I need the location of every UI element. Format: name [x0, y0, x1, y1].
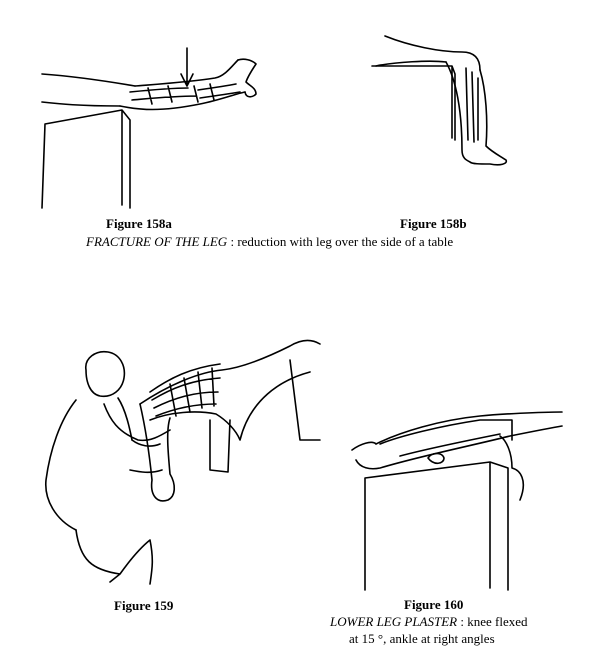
figure-160-description-line2: at 15 °, ankle at right angles	[349, 631, 495, 646]
hands-159	[130, 440, 162, 472]
bandage-158b	[466, 68, 478, 142]
knee-160	[500, 436, 523, 500]
operator-head	[86, 352, 125, 397]
foot-158a	[238, 59, 256, 97]
figure-159-drawing	[46, 340, 320, 584]
operator-body	[46, 398, 170, 530]
lower-leg-158a	[120, 60, 245, 110]
figure-158-desc-title: FRACTURE OF THE LEG	[86, 234, 228, 249]
table-158a	[42, 110, 130, 208]
figure-160-desc-title: LOWER LEG PLASTER	[330, 614, 458, 629]
figure-158b-drawing	[372, 36, 506, 165]
patient-lower-leg	[140, 404, 174, 501]
thigh-158a	[42, 74, 135, 106]
figure-158-desc-text: : reduction with leg over the side of a table	[230, 234, 454, 249]
bandage-158a	[130, 84, 240, 104]
figure-158a-drawing	[42, 48, 256, 208]
figure-158b-caption: Figure 158b	[400, 216, 467, 231]
figure-158a-caption: Figure 158a	[106, 216, 172, 231]
table-160	[365, 462, 508, 590]
padding-circle-160	[428, 454, 444, 464]
figure-160-drawing	[352, 412, 562, 590]
figure-158-description	[86, 234, 453, 250]
table-158b	[372, 66, 455, 140]
figure-160-desc-text1: : knee flexed	[460, 614, 528, 629]
figure-160-caption: Figure 160	[404, 597, 464, 612]
thigh-158b	[376, 36, 480, 70]
table-159	[210, 360, 320, 472]
operator-legs	[76, 530, 152, 584]
figure-159-caption: Figure 159	[114, 598, 174, 613]
figure-160-description-line1	[330, 614, 528, 630]
leg-160	[352, 412, 562, 469]
